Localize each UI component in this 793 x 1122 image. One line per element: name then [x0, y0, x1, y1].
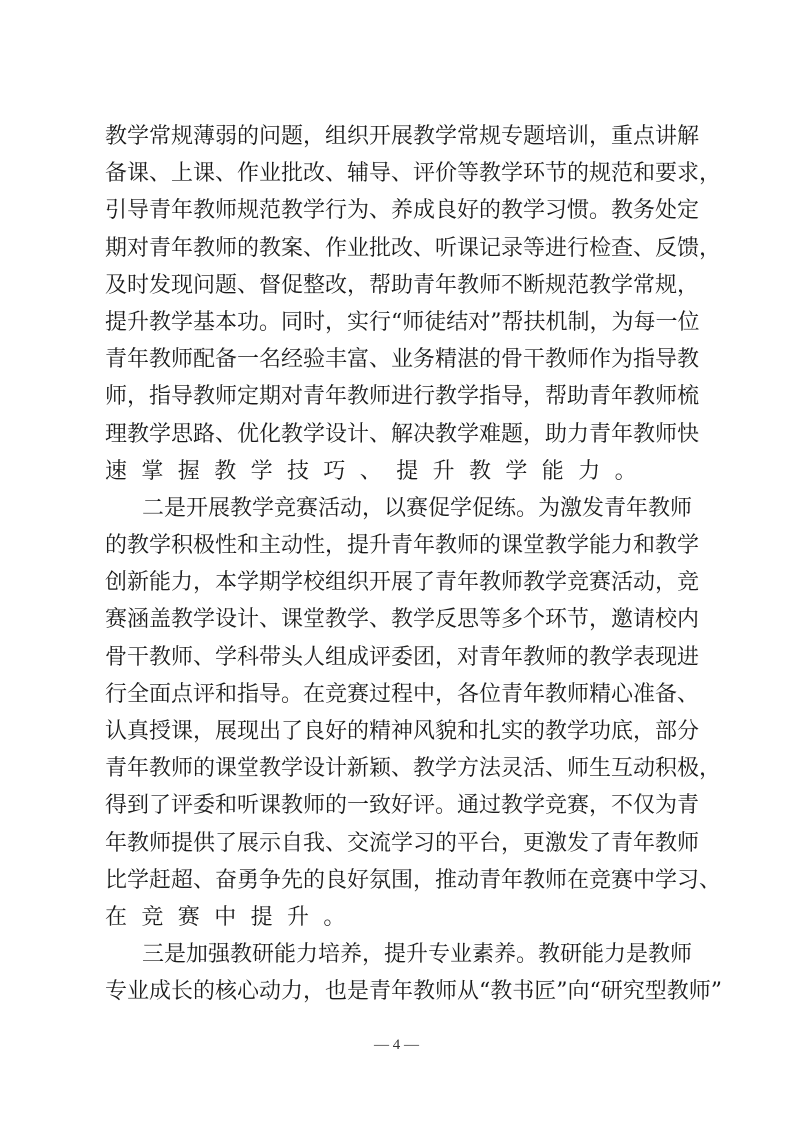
body-text	[105, 118, 722, 1011]
text-line: 期对青年教师的教案、作业批改、听课记录等进行检查、反馈，	[105, 235, 722, 261]
paragraph	[105, 936, 722, 1010]
text-line: 理教学思路、优化教学设计、解决教学难题，助力青年教师快	[105, 421, 700, 447]
text-line: 速掌握教学技巧、提升教学能力。	[105, 458, 652, 484]
text-line: 专业成长的核心动力，也是青年教师从“教书匠”向“研究型教师”	[105, 979, 722, 1005]
text-line: 提升教学基本功。同时，实行“师徒结对”帮扶机制，为每一位	[105, 309, 700, 335]
text-line: 教学常规薄弱的问题，组织开展教学常规专题培训，重点讲解	[105, 124, 700, 149]
text-line: 比学赶超、奋勇争先的良好氛围，推动青年教师在竞赛中学习、	[105, 867, 722, 893]
text-line: 赛涵盖教学设计、课堂教学、教学反思等多个环节，邀请校内	[105, 607, 700, 633]
text-line: 三是加强教研能力培养，提升专业素养。教研能力是教师	[142, 942, 693, 968]
text-line: 师，指导教师定期对青年教师进行教学指导，帮助青年教师梳	[105, 384, 700, 410]
text-line: 青年教师的课堂教学设计新颖、教学方法灵活、师生互动积极，	[105, 756, 722, 782]
text-line: 及时发现问题、督促整改，帮助青年教师不断规范教学常规，	[105, 272, 700, 298]
page-number: — 4 —	[374, 1037, 419, 1053]
text-line: 在竞赛中提升。	[105, 904, 360, 930]
text-line: 的教学积极性和主动性，提升青年教师的课堂教学能力和教学	[105, 533, 700, 559]
text-line: 创新能力，本学期学校组织开展了青年教师教学竞赛活动，竞	[105, 570, 700, 596]
text-line: 青年教师配备一名经验丰富、业务精湛的骨干教师作为指导教	[105, 347, 700, 373]
paragraph	[105, 118, 722, 490]
text-line: 备课、上课、作业批改、辅导、评价等教学环节的规范和要求，	[105, 161, 722, 187]
text-line: 得到了评委和听课教师的一致好评。通过教学竞赛，不仅为青	[105, 793, 700, 819]
text-line: 骨干教师、学科带头人组成评委团，对青年教师的教学表现进	[105, 644, 700, 670]
paragraph	[105, 490, 722, 936]
text-line: 年教师提供了展示自我、交流学习的平台，更激发了青年教师	[105, 830, 700, 856]
text-line: 认真授课，展现出了良好的精神风貌和扎实的教学功底，部分	[105, 719, 700, 744]
text-line: 二是开展教学竞赛活动，以赛促学促练。为激发青年教师	[142, 495, 693, 521]
text-line: 引导青年教师规范教学行为、养成良好的教学习惯。教务处定	[105, 198, 700, 224]
text-line: 行全面点评和指导。在竞赛过程中，各位青年教师精心准备、	[105, 681, 700, 707]
